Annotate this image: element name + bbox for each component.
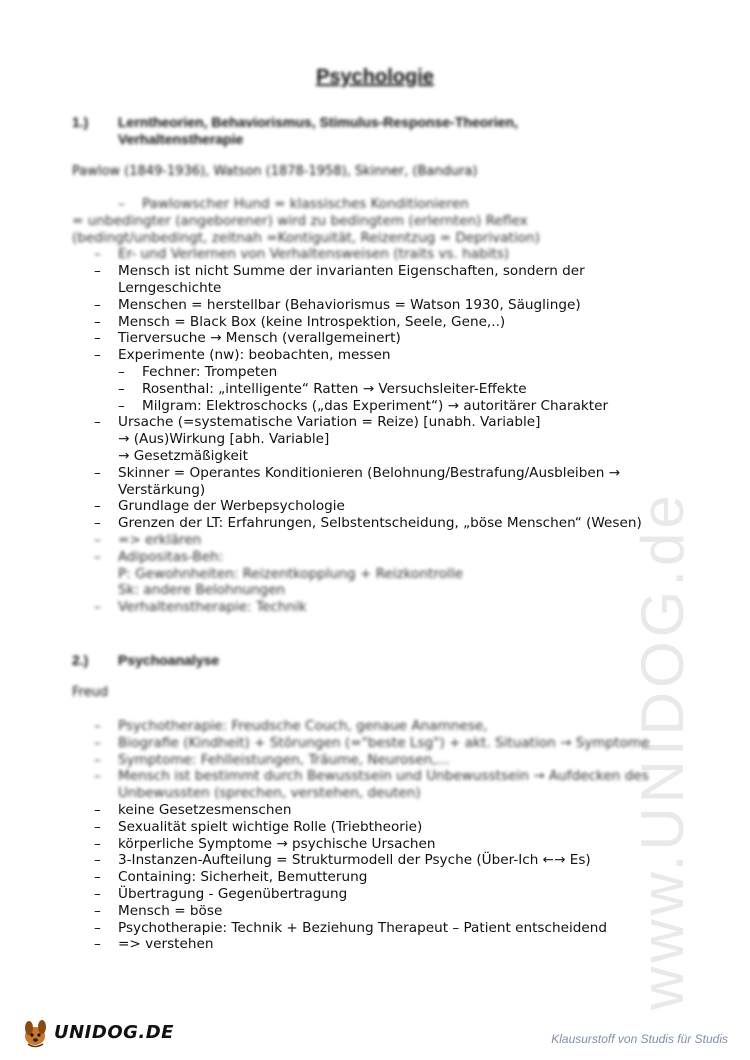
list-item-text: Mensch ist bestimmt durch Bewusstsein und Unbewusstsein → Aufdecken des [118, 768, 649, 785]
bullet-dash: – [118, 380, 125, 397]
list-item-text: Containing: Sicherheit, Bemutterung [118, 869, 368, 886]
list-item [72, 566, 672, 583]
list-item [72, 498, 672, 515]
list-item [72, 532, 672, 549]
list-item [72, 886, 672, 903]
bullet-dash: – [94, 330, 101, 347]
list-item [72, 802, 672, 819]
section-2-title: Psychoanalyse [118, 652, 220, 668]
list-item [72, 347, 672, 364]
list-item [72, 819, 672, 836]
list-item [72, 196, 672, 213]
section-1-list [72, 196, 672, 616]
list-item-text: Grundlage der Werbepsychologie [118, 498, 345, 515]
list-item [72, 414, 672, 431]
list-item-text: = unbedingter (angeborener) wird zu bedingtem (erlernten) Reflex [72, 212, 528, 229]
list-item-text: Mensch ist nicht Summe der invarianten Eigenschaften, sondern der [118, 263, 585, 280]
list-item-text: Tierversuche → Mensch (verallgemeinert) [118, 330, 401, 347]
list-item [72, 836, 672, 853]
bullet-dash: – [94, 869, 101, 886]
list-item-text: Er- und Verlernen von Verhaltensweisen (traits vs. habits) [118, 246, 510, 263]
bullet-dash: – [94, 801, 101, 818]
list-item-text: Skinner = Operantes Konditionieren (Belohnung/Bestrafung/Ausbleiben → [118, 464, 621, 481]
list-item-text: Psychotherapie: Technik + Beziehung Therapeut – Patient entscheidend [118, 919, 607, 936]
dog-mascot-icon [20, 1016, 54, 1050]
list-item-text: Symptome: Fehlleistungen, Träume, Neurosen,... [118, 751, 450, 768]
section-2-list [72, 718, 672, 953]
list-item-text: Grenzen der LT: Erfahrungen, Selbstentscheidung, „böse Menschen“ (Wesen) [118, 515, 642, 532]
bullet-dash: – [94, 498, 101, 515]
list-item [72, 768, 672, 785]
list-item-text: keine Gesetzesmenschen [118, 801, 292, 818]
list-item-text: → (Aus)Wirkung [abh. Variable] [118, 431, 330, 448]
list-item [72, 549, 672, 566]
list-item [72, 381, 672, 398]
section-2-number: 2.) [72, 652, 89, 668]
section-2-heading [72, 652, 632, 669]
list-item-text: → Gesetzmäßigkeit [118, 447, 248, 464]
bullet-dash: – [94, 464, 101, 481]
list-item-text: Übertragung - Gegenübertragung [118, 885, 348, 902]
section-1-intro: Pawlow (1849-1936), Watson (1878-1958), Skinner, (Bandura) [72, 164, 478, 179]
list-item-text: Verhaltenstherapie: Technik [118, 599, 307, 616]
bullet-dash: – [94, 936, 101, 953]
bullet-dash: – [94, 902, 101, 919]
list-item-text: => verstehen [118, 936, 214, 953]
list-item-text: Sexualität spielt wichtige Rolle (Triebtheorie) [118, 818, 423, 835]
logo-text: UNIDOG.DE [54, 1022, 174, 1043]
bullet-dash: – [94, 548, 101, 565]
page-title: Psychologie [316, 66, 434, 88]
list-item-text: Sk: andere Belohnungen [118, 582, 286, 599]
list-item-text: Milgram: Elektroschocks („das Experiment“) → autoritärer Charakter [142, 397, 609, 414]
unidog-logo[interactable] [20, 1016, 174, 1052]
list-item-text: Verstärkung) [118, 481, 206, 498]
section-1-heading [72, 114, 632, 148]
list-item [72, 718, 672, 735]
list-item [72, 314, 672, 331]
list-item-text: => erklären [118, 531, 202, 548]
bullet-dash: – [118, 363, 125, 380]
list-item-text: Biografie (Kindheit) + Störungen (="beste Lsg") + akt. Situation → Symptome [118, 734, 650, 751]
list-item-text: Mensch = böse [118, 902, 223, 919]
bullet-dash: – [94, 263, 101, 280]
list-item [72, 582, 672, 599]
bullet-dash: – [94, 718, 101, 734]
list-item-text: Mensch = Black Box (keine Introspektion, Seele, Gene,..) [118, 313, 506, 330]
list-item [72, 903, 672, 920]
list-item [72, 263, 672, 280]
bullet-dash: – [94, 818, 101, 835]
watermark: www.UNIDOG.de [629, 491, 696, 1010]
list-item [72, 515, 672, 532]
bullet-dash: – [94, 246, 101, 263]
bullet-dash: – [94, 852, 101, 869]
bullet-dash: – [94, 885, 101, 902]
footer-tagline: Klausurstoff von Studis für Studis [551, 1032, 728, 1046]
list-item [72, 936, 672, 953]
bullet-dash: – [94, 296, 101, 313]
list-item-text: (bedingt/unbedingt, zeitnah =Kontiguität, Reizentzug = Deprivation) [72, 229, 540, 246]
bullet-dash: – [94, 734, 101, 751]
list-item-text: Lerngeschichte [118, 279, 222, 296]
section-2-intro: Freud [72, 685, 109, 700]
bullet-dash: – [94, 414, 101, 431]
list-item [72, 482, 672, 499]
bullet-dash: – [94, 599, 101, 616]
list-item [72, 280, 672, 297]
bullet-dash: – [94, 531, 101, 548]
list-item-text: Experimente (nw): beobachten, messen [118, 347, 391, 364]
list-item-text: Adipositas-Beh: [118, 548, 224, 565]
list-item-text: Menschen = herstellbar (Behaviorismus = Watson 1930, Säuglinge) [118, 296, 581, 313]
bullet-dash: – [94, 515, 101, 532]
section-1-number: 1.) [72, 114, 89, 130]
list-item [72, 297, 672, 314]
list-item [72, 852, 672, 869]
list-item [72, 213, 672, 230]
bullet-dash: – [94, 835, 101, 852]
list-item-text: Ursache (=systematische Variation = Reize) [unabh. Variable] [118, 414, 541, 431]
list-item [72, 364, 672, 381]
list-item [72, 448, 672, 465]
list-item-text: 3-Instanzen-Aufteilung = Strukturmodell der Psyche (Über-Ich ←→ Es) [118, 852, 591, 869]
list-item [72, 869, 672, 886]
bullet-dash: – [94, 919, 101, 936]
list-item-text: Fechner: Trompeten [142, 363, 278, 380]
bullet-dash: – [94, 768, 101, 785]
list-item [72, 330, 672, 347]
bullet-dash: – [118, 397, 125, 414]
bullet-dash: – [94, 313, 101, 330]
list-item [72, 246, 672, 263]
list-item-text: körperliche Symptome → psychische Ursachen [118, 835, 436, 852]
list-item [72, 785, 672, 802]
list-item [72, 735, 672, 752]
list-item [72, 398, 672, 415]
list-item [72, 431, 672, 448]
bullet-dash: – [118, 196, 125, 212]
list-item [72, 599, 672, 616]
list-item [72, 230, 672, 247]
list-item [72, 920, 672, 937]
list-item-text: Psychotherapie: Freudsche Couch, genaue Anamnese, [118, 718, 488, 734]
section-1-title: Lerntheorien, Behaviorismus, Stimulus-Response-Theorien, Verhaltenstherapie [118, 114, 518, 147]
list-item [72, 752, 672, 769]
bullet-dash: – [94, 751, 101, 768]
list-item-text: P: Gewohnheiten: Reizentkopplung + Reizkontrolle [118, 565, 463, 582]
bullet-dash: – [94, 347, 101, 364]
list-item-text: Unbewussten (sprechen, verstehen, deuten) [118, 785, 421, 802]
list-item-text: Rosenthal: „intelligente“ Ratten → Versuchsleiter-Effekte [142, 380, 527, 397]
list-item [72, 465, 672, 482]
list-item-text: Pawlowscher Hund = klassisches Konditionieren [142, 196, 469, 212]
